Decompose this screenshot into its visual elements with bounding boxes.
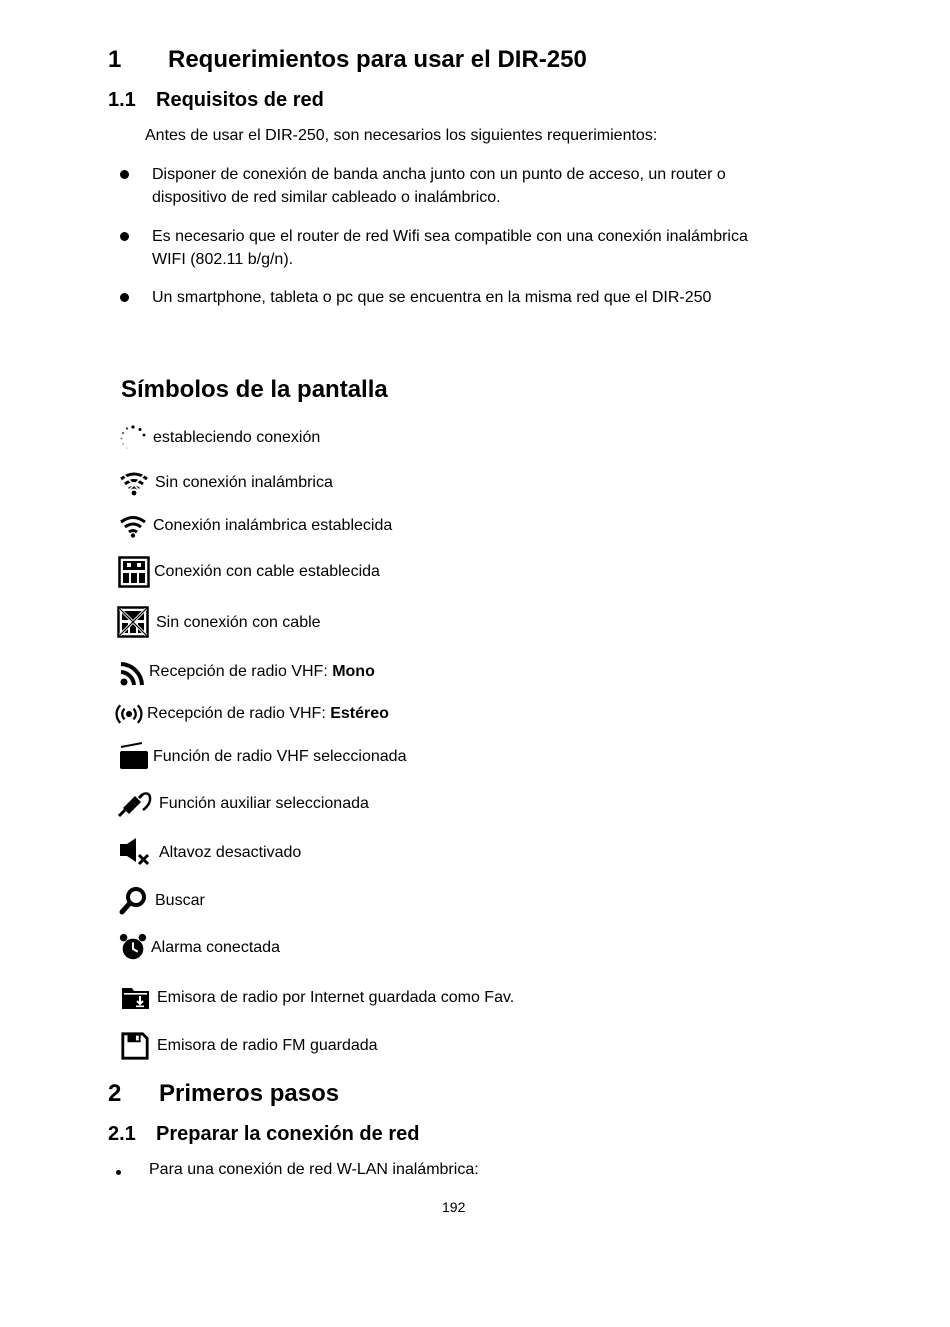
section-1-number: 1 <box>108 46 122 73</box>
subsection-1-1-number: 1.1 <box>108 89 136 111</box>
section-2-title: Primeros pasos <box>159 1080 340 1107</box>
loading-spinner-icon <box>117 422 149 454</box>
symbol-label-stereo <box>147 703 389 725</box>
subsection-1-1-title: Requisitos de red <box>156 89 324 111</box>
radio-icon <box>118 741 150 773</box>
page-number: 192 <box>442 1199 466 1215</box>
symbol-label-internet-fav: Emisora de radio por Internet guardada como Fav. <box>157 989 515 1006</box>
symbol-label-mono-text: Recepción de radio VHF: <box>149 663 333 680</box>
wired-network-icon <box>118 556 150 588</box>
folder-download-icon <box>120 982 152 1014</box>
bullet-dot <box>120 170 129 179</box>
symbol-label-connecting: estableciendo conexión <box>153 429 321 446</box>
requirement-2-line-2: WIFI (802.11 b/g/n). <box>152 251 294 268</box>
requirement-1-line-2: dispositivo de red similar cableado o inalámbrico. <box>152 189 501 206</box>
section-1-title: Requerimientos para usar el DIR-250 <box>168 46 587 73</box>
requirements-intro: Antes de usar el DIR-250, son necesarios los siguientes requerimientos: <box>145 127 658 144</box>
symbol-label-mono <box>149 661 375 683</box>
speaker-mute-icon <box>118 836 150 868</box>
broadcast-icon <box>115 699 143 729</box>
bullet-dot <box>120 293 129 302</box>
wifi-icon <box>117 510 149 542</box>
alarm-clock-icon <box>118 932 148 962</box>
save-icon <box>120 1031 150 1061</box>
bullet-dot <box>116 1170 121 1175</box>
requirement-1-line-1: Disponer de conexión de banda ancha junto con un punto de acceso, un router o <box>152 166 726 183</box>
symbol-label-alarm: Alarma conectada <box>151 939 280 956</box>
section-2-number: 2 <box>108 1080 122 1107</box>
symbol-label-aux: Función auxiliar seleccionada <box>159 795 369 812</box>
symbol-label-search: Buscar <box>155 892 205 909</box>
wlan-instruction: Para una conexión de red W-LAN inalámbrica: <box>149 1161 479 1178</box>
wifi-off-icon <box>118 468 150 500</box>
symbol-label-stereo-text: Recepción de radio VHF: <box>147 705 331 722</box>
bullet-dot <box>120 232 129 241</box>
radio-signal-icon <box>117 658 149 690</box>
symbol-label-stereo-bold: Estéreo <box>330 705 389 722</box>
subsection-2-1-number: 2.1 <box>108 1123 136 1145</box>
search-icon <box>118 885 150 917</box>
subsection-2-1-title: Preparar la conexión de red <box>156 1123 420 1145</box>
symbol-label-radio: Función de radio VHF seleccionada <box>153 748 407 765</box>
symbols-title: Símbolos de la pantalla <box>121 376 388 403</box>
symbol-label-mute: Altavoz desactivado <box>159 844 302 861</box>
requirement-2-line-1: Es necesario que el router de red Wifi sea compatible con una conexión inalámbrica <box>152 228 748 245</box>
symbol-label-mono-bold: Mono <box>332 663 375 680</box>
symbol-label-fm-saved: Emisora de radio FM guardada <box>157 1037 378 1054</box>
requirement-3-line-1: Un smartphone, tableta o pc que se encuentra en la misma red que el DIR-250 <box>152 289 712 306</box>
symbol-label-wired: Conexión con cable establecida <box>154 563 380 580</box>
aux-jack-icon <box>117 788 153 820</box>
symbol-label-wired-off: Sin conexión con cable <box>156 614 321 631</box>
symbol-label-wifi-off: Sin conexión inalámbrica <box>155 474 333 491</box>
symbol-label-wifi: Conexión inalámbrica establecida <box>153 517 393 534</box>
wired-network-off-icon <box>117 606 149 638</box>
